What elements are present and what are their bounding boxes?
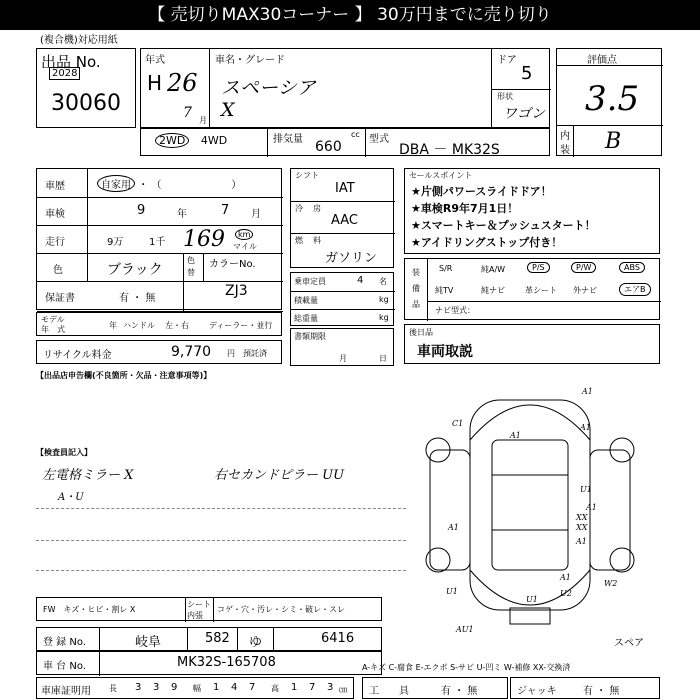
warranty-value: 有 ・ 無 (119, 293, 156, 304)
dmg-mark-7: U1 (580, 485, 592, 494)
handle-label: ハンドル (123, 321, 155, 330)
equipment-label-1: 装 (412, 268, 420, 277)
displacement-value: 660 (315, 139, 342, 155)
cert-digit-3: 9 (171, 682, 178, 693)
recycle-label: リサイクル料金 (43, 350, 112, 361)
equip-tv: 純TV (435, 286, 454, 295)
lot-number: 30060 (51, 91, 121, 116)
dmg-mark-12: W2 (604, 579, 618, 588)
cert-digit-4: 1 (213, 682, 220, 693)
seller-note-label: 【出品店申告欄(不良箇所・欠品・注意事項等)】 (36, 371, 212, 380)
docs-box (290, 328, 394, 366)
fuel-label-1: 燃 (295, 236, 303, 245)
later-label: 後日品 (409, 328, 433, 337)
fuel-value: ガソリン (325, 251, 378, 266)
spare-label: スペア (614, 638, 644, 649)
dmg-mark-11: A1 (576, 537, 587, 546)
dmg-mark-8: A1 (586, 503, 597, 512)
cert-length-label: 長 (109, 684, 117, 693)
inspector-note-1: 左電格ミラー X (42, 468, 134, 483)
load-label: 積載量 (294, 296, 318, 305)
lot-label: 出品 No. (41, 53, 101, 71)
capacity-unit: 名 (379, 277, 387, 286)
docs-label: 書類期限 (294, 332, 326, 341)
shift-label: シフト (295, 171, 319, 180)
color-no-label: カラーNo. (209, 259, 256, 270)
later-value: 車両取説 (417, 344, 473, 360)
model-year-unit: 年 (109, 321, 117, 330)
dealer-label: ディーラー・並行 (209, 321, 273, 330)
equip-ps: P/S (527, 262, 550, 273)
cert-digit-5: 4 (231, 682, 238, 693)
vehicle-name: スペーシア (221, 77, 316, 99)
history-use: 自家用 (97, 175, 135, 192)
equipment-label-3: 品 (412, 300, 420, 309)
equip-ext-navi: 外ナビ (573, 286, 597, 295)
mileage-mile: マイル (233, 242, 257, 251)
sales-point-2: ★車検R9年7月1日！ (411, 202, 519, 215)
cert-height-label: 高 (271, 684, 279, 693)
dmg-mark-6: U1 (446, 587, 458, 596)
mileage-man: 9万 (107, 237, 124, 248)
inspection-label: 車検 (45, 209, 65, 220)
equip-abs: ABS (619, 262, 645, 273)
month-unit: 月 (199, 116, 207, 125)
score-box (556, 48, 662, 156)
model-year-label-1: モデル (41, 315, 65, 324)
drive-2wd: 2WD (155, 133, 189, 148)
ac-value: AAC (331, 213, 358, 228)
year-era: H (147, 71, 163, 95)
gross-unit: kg (379, 313, 389, 322)
inspection-year: 9 (137, 203, 146, 218)
cert-digit-1: 3 (135, 682, 142, 693)
cert-digit-7: 1 (291, 682, 298, 693)
dmg-mark-2: A1 (510, 431, 521, 440)
dmg-mark-3: C1 (452, 419, 464, 428)
chassis-row (36, 651, 382, 675)
dmg-mark-16: U1 (526, 595, 538, 604)
dmg-mark-13: A1 (560, 573, 571, 582)
sales-points-box (404, 168, 660, 254)
load-unit: kg (379, 295, 389, 304)
dmg-mark-14: U2 (560, 589, 572, 598)
shape-value: ワゴン (503, 106, 545, 122)
cert-width-label: 幅 (193, 684, 201, 693)
warranty-label: 保証書 (45, 293, 75, 304)
sales-points-label: セールスポイント (409, 171, 473, 180)
color-no-value: ZJ3 (225, 283, 248, 299)
recycle-unit: 円 (227, 349, 235, 358)
damage-legend: A-キズ C-腐食 E-エクボ S-サビ U-凹ミ W-補修 XX-交換済 (362, 663, 571, 672)
interior-label-1: 内 (560, 131, 570, 142)
score-label: 評価点 (587, 55, 617, 66)
lot-small-no: 2028 (49, 67, 80, 80)
gross-label: 総重量 (294, 314, 318, 323)
vehicle-box (140, 48, 550, 128)
ac-label-1: 冷 (295, 204, 303, 213)
registration-kana: ゆ (249, 635, 263, 650)
chassis-value: MK32S-165708 (177, 655, 276, 670)
cert-unit: ㎝ (339, 685, 347, 694)
certificate-label: 車庫証明用 (41, 686, 91, 697)
dmg-mark-9: XX (576, 513, 588, 522)
cert-digit-6: 7 (249, 682, 256, 693)
interior-label-2: 装 (560, 145, 570, 156)
fw-text: FW キズ・ヒビ・割レ X (43, 605, 136, 614)
fuel-label-2: 料 (313, 236, 321, 245)
dmg-mark-15: AU1 (456, 625, 474, 634)
dmg-mark-5: A1 (448, 523, 459, 532)
registration-label: 登 録 No. (43, 637, 86, 648)
inspection-month: 7 (221, 203, 230, 218)
handle-value: 左・右 (165, 321, 189, 330)
inspection-year-unit: 年 (177, 209, 187, 220)
docs-unit-day: 日 (379, 354, 387, 363)
model-year-row (36, 312, 282, 336)
equip-leather: 革シート (525, 286, 557, 295)
model-value: DBA － MK32S (399, 142, 500, 158)
color-value: ブラック (107, 262, 163, 278)
recycle-row (36, 340, 282, 364)
vehicle-grade: X (221, 99, 235, 121)
registration-number: 6416 (321, 631, 355, 646)
car-damage-diagram (410, 380, 650, 649)
sales-point-1: ★片側パワースライドドア！ (411, 185, 552, 198)
score-value: 3.5 (585, 79, 640, 119)
month-value: 7 (183, 105, 192, 121)
registration-place: 岐阜 (135, 635, 162, 650)
history-box (36, 168, 282, 310)
shift-value: IAT (335, 181, 355, 196)
registration-class: 582 (205, 631, 230, 646)
dmg-mark-1: A1 (582, 387, 593, 396)
mileage-hand: 169 (183, 227, 225, 252)
banner-text: 【 売切りMAX30コーナー 】 30万円までに売り切り (148, 5, 552, 25)
subnote: (複合機)対応用紙 (40, 35, 118, 46)
mileage-km: km (235, 229, 253, 240)
equip-airbag: エアB (619, 283, 651, 296)
cert-digit-9: 3 (327, 682, 334, 693)
name-label: 車名・グレード (215, 55, 285, 66)
registration-row (36, 627, 382, 651)
history-rest: ・ （ ） (138, 180, 242, 191)
doors-label: ドア (497, 55, 517, 66)
mileage-label: 走行 (45, 237, 65, 248)
color-label: 色 (53, 265, 63, 276)
equipment-label-2: 備 (412, 284, 420, 293)
drive-4wd: 4WD (200, 134, 228, 147)
color-change-2: 替 (187, 268, 195, 277)
equip-aw: 純A/W (481, 265, 506, 274)
color-change-1: 色 (187, 256, 195, 265)
model-label: 型式 (369, 134, 389, 145)
drive-box (140, 128, 550, 156)
model-year-label-2: 年 式 (41, 325, 65, 334)
dmg-mark-10: XX (576, 523, 588, 532)
tools-row (362, 677, 508, 699)
equipment-box (404, 258, 660, 320)
year-value: 26 (167, 69, 198, 97)
sales-point-4: ★アイドリングストップ付き！ (411, 236, 563, 249)
jack-value: 有 ・ 無 (583, 686, 620, 697)
recycle-value: 9,770 (171, 344, 212, 360)
history-label: 車歴 (45, 181, 65, 192)
year-label: 年式 (145, 55, 165, 66)
sales-point-3: ★スマートキー＆プッシュスタート！ (411, 219, 596, 232)
cert-digit-2: 3 (153, 682, 160, 693)
inspector-label: 【検査員記入】 (36, 448, 92, 457)
equip-pw: P/W (571, 262, 596, 273)
dmg-mark-4: A1 (580, 423, 591, 432)
displacement-label: 排気量 (273, 134, 303, 145)
seat-label-2: 内張 (187, 611, 203, 620)
certificate-row (36, 677, 354, 699)
inspection-month-unit: 月 (251, 209, 261, 220)
displacement-cc: cc (351, 130, 360, 139)
equip-sr: S/R (439, 264, 453, 273)
later-items-box (404, 324, 660, 364)
seat-text: コゲ・穴・汚レ・シミ・破レ・スレ (217, 605, 345, 614)
jack-row (510, 677, 660, 699)
specs-box (290, 168, 394, 268)
chassis-label: 車 台 No. (43, 661, 86, 672)
shape-label: 形状 (497, 92, 513, 101)
docs-unit-month: 月 (339, 354, 347, 363)
tools-value: 有 ・ 無 (441, 686, 478, 697)
mileage-sen: 1千 (149, 237, 166, 248)
jack-label: ジャッキ (517, 686, 557, 697)
inspector-note-2: A・U (58, 492, 84, 503)
seat-label-1: シート (187, 600, 211, 609)
header-banner (0, 0, 700, 30)
recycle-note: 預託済 (243, 349, 267, 358)
fw-row (36, 597, 382, 621)
tools-label: 工 具 (369, 686, 409, 697)
navi-model-label: ナビ型式： (435, 306, 475, 315)
equip-navi: 純ナビ (481, 286, 505, 295)
capacity-box (290, 272, 394, 326)
lot-box (36, 48, 136, 128)
inspector-note-3: 右セカンドピラー UU (214, 468, 345, 483)
cert-digit-8: 7 (309, 682, 316, 693)
interior-value: B (605, 129, 622, 154)
doors-value: 5 (521, 63, 533, 84)
capacity-value: 4 (357, 275, 364, 286)
ac-label-2: 房 (313, 204, 321, 213)
capacity-label: 乗車定員 (294, 277, 326, 286)
